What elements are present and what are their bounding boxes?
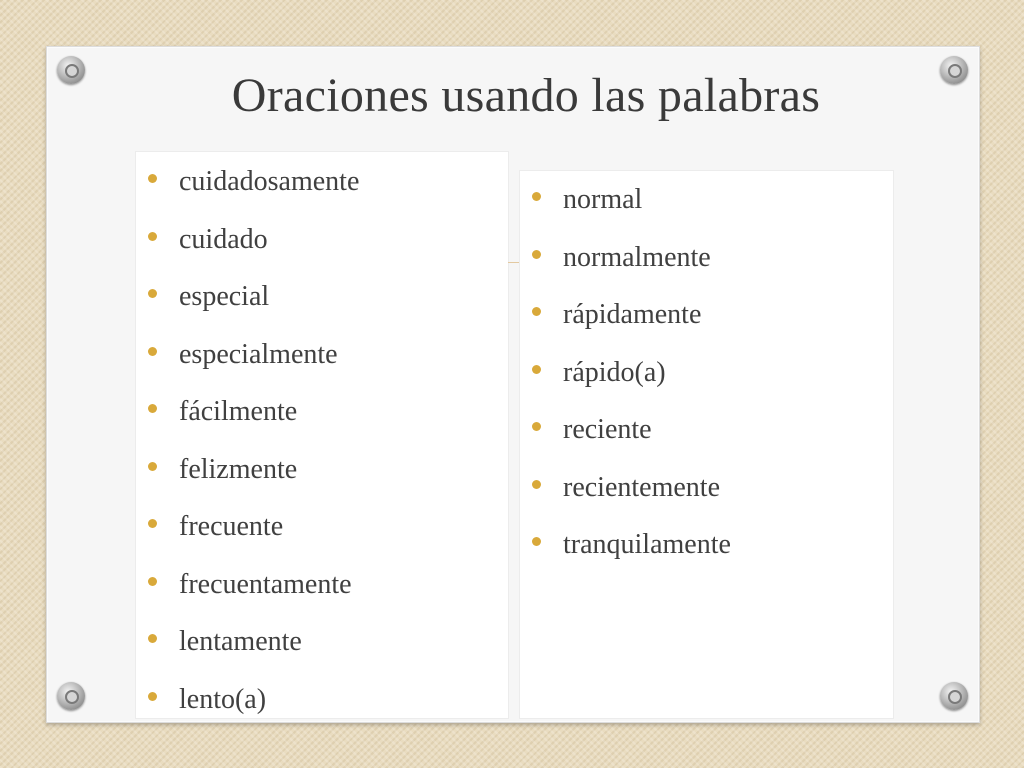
list-item-text: tranquilamente xyxy=(563,529,731,560)
bullet-dot-icon xyxy=(532,192,541,201)
list-item-text: cuidado xyxy=(179,223,268,255)
list-item xyxy=(530,353,731,411)
list-item xyxy=(146,335,359,393)
left-word-list xyxy=(146,162,359,737)
list-item xyxy=(146,277,359,335)
right-word-list xyxy=(530,180,731,583)
list-item-text: normal xyxy=(563,184,643,215)
list-item xyxy=(530,525,731,583)
bullet-dot-icon xyxy=(148,289,157,298)
list-item-text: cuidadosamente xyxy=(179,166,360,197)
bullet-dot-icon xyxy=(148,347,157,356)
list-item-text: lento(a) xyxy=(179,683,267,715)
bullet-dot-icon xyxy=(148,462,157,471)
list-item xyxy=(530,295,731,353)
rivet-icon-bottom-left xyxy=(57,682,85,710)
bullet-dot-icon xyxy=(148,404,157,413)
list-item xyxy=(146,392,359,450)
list-item xyxy=(146,622,359,680)
bullet-dot-icon xyxy=(148,634,157,643)
bullet-dot-icon xyxy=(532,422,541,431)
slide-title: Oraciones usando las palabras xyxy=(231,69,821,122)
list-item xyxy=(146,450,359,508)
bullet-dot-icon xyxy=(532,250,541,259)
list-item-text: recientemente xyxy=(563,471,721,503)
list-item xyxy=(146,507,359,565)
list-item xyxy=(146,680,359,738)
list-item-text: frecuentamente xyxy=(179,568,352,600)
bullet-dot-icon xyxy=(148,519,157,528)
list-item xyxy=(146,162,359,220)
list-item-text: especial xyxy=(179,281,270,312)
bullet-dot-icon xyxy=(532,537,541,546)
bullet-dot-icon xyxy=(148,692,157,701)
bullet-dot-icon xyxy=(532,480,541,489)
list-item-text: lentamente xyxy=(179,626,302,657)
list-item xyxy=(530,238,731,296)
list-item-text: normalmente xyxy=(563,241,711,273)
bullet-dot-icon xyxy=(148,577,157,586)
left-word-panel xyxy=(136,152,508,718)
list-item xyxy=(146,565,359,623)
list-item-text: rápido(a) xyxy=(563,356,666,388)
list-item xyxy=(530,410,731,468)
list-item-text: especialmente xyxy=(179,338,338,370)
list-item-text: rápidamente xyxy=(563,299,702,330)
bullet-dot-icon xyxy=(532,365,541,374)
right-word-panel xyxy=(520,171,893,718)
bullet-dot-icon xyxy=(532,307,541,316)
list-item xyxy=(530,468,731,526)
list-item-text: reciente xyxy=(563,414,652,445)
rivet-icon-bottom-right xyxy=(940,682,968,710)
list-item-text: felizmente xyxy=(179,453,298,485)
list-item-text: frecuente xyxy=(179,511,284,542)
list-item xyxy=(146,220,359,278)
list-item xyxy=(530,180,731,238)
list-item-text: fácilmente xyxy=(179,396,298,427)
bullet-dot-icon xyxy=(148,174,157,183)
bullet-dot-icon xyxy=(148,232,157,241)
